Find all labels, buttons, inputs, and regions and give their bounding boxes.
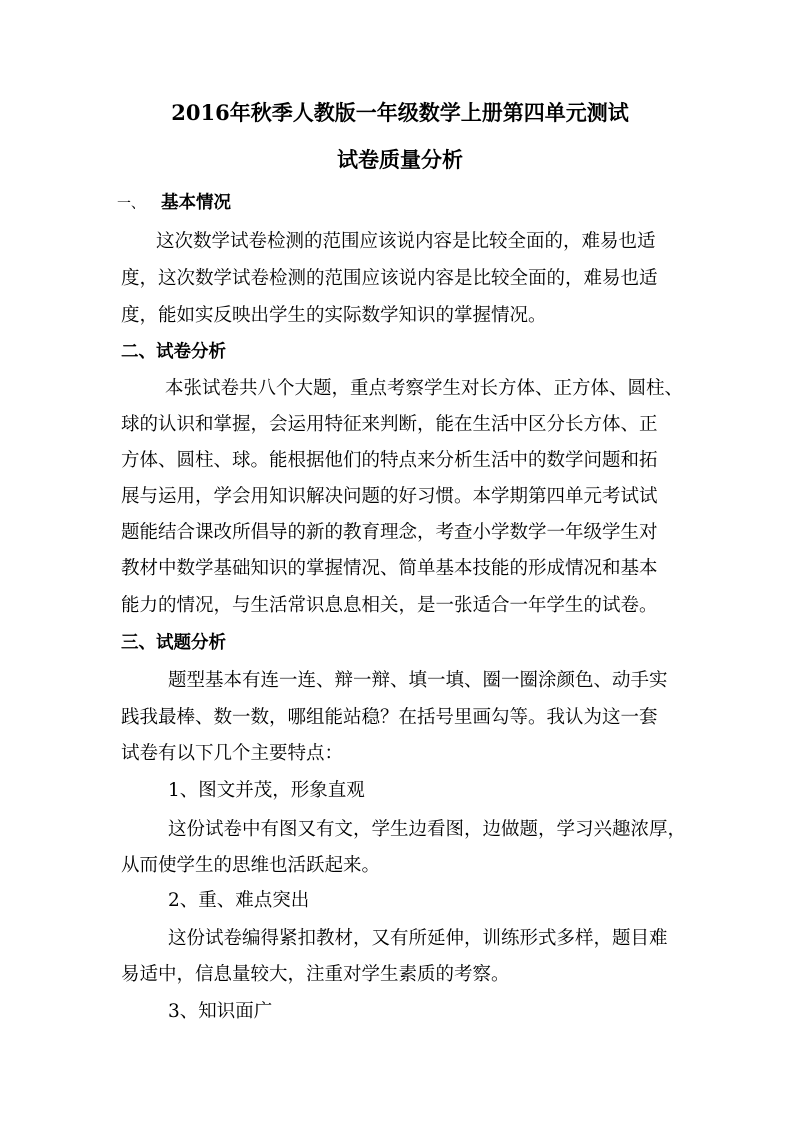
section-1-paragraph-line-2: 度，这次数学试卷检测的范围应该说内容是比较全面的，难易也适 [121, 268, 658, 289]
section-2-paragraph-line-3: 方体、圆柱、球。能根据他们的特点来分析生活中的数学问题和拓 [121, 450, 658, 471]
section-3-intro-line-2: 践我最棒、数一数，哪组能站稳？在括号里画勾等。我认为这一套 [121, 707, 658, 728]
section-3-intro-line-3: 试卷有以下几个主要特点： [121, 743, 344, 764]
section-3-intro-line-1: 题型基本有连一连、辩一辩、填一填、圈一圈涂颜色、动手实 [168, 670, 668, 691]
point-1-line-2: 从而使学生的思维也活跃起来。 [121, 855, 381, 876]
point-2-line-2: 易适中，信息量较大，注重对学生素质的考察。 [121, 964, 510, 985]
section-2-paragraph-line-7: 能力的情况，与生活常识息息相关，是一张适合一年学生的试卷。 [121, 595, 658, 616]
section-2-paragraph-line-4: 展与运用，学会用知识解决问题的好习惯。本学期第四单元考试试 [121, 486, 658, 507]
point-1-line-1: 这份试卷中有图又有文，学生边看图，边做题，学习兴趣浓厚， [168, 819, 687, 840]
section-2-paragraph-line-1: 本张试卷共八个大题，重点考察学生对长方体、正方体、圆柱、 [165, 378, 684, 399]
document-title-line-1: 2016年秋季人教版一年级数学上册第四单元测试 [171, 100, 629, 125]
point-2-line-1: 这份试卷编得紧扣教材，又有所延伸，训练形式多样，题目难 [168, 928, 668, 949]
document-title-line-2: 试卷质量分析 [337, 147, 463, 172]
section-2-paragraph-line-5: 题能结合课改所倡导的新的教育理念，考查小学数学一年级学生对 [121, 522, 658, 543]
section-2-paragraph-line-2: 球的认识和掌握，会运用特征来判断，能在生活中区分长方体、正 [121, 414, 658, 435]
point-2-title: 2、重、难点突出 [168, 890, 310, 911]
section-1-paragraph-line-1: 这次数学试卷检测的范围应该说内容是比较全面的，难易也适 [156, 231, 656, 252]
section-1-heading [117, 191, 231, 216]
section-1-title: 基本情况 [161, 193, 231, 213]
section-2-paragraph-line-6: 教材中数学基础知识的掌握情况、简单基本技能的形成情况和基本 [121, 558, 658, 579]
point-3-title: 3、知识面广 [168, 1001, 273, 1022]
section-2-heading: 二、试卷分析 [121, 342, 226, 362]
section-1-number: 一、 [117, 196, 145, 212]
point-1-title: 1、图文并茂，形象直观 [168, 780, 365, 801]
section-1-paragraph-line-3: 度，能如实反映出学生的实际数学知识的掌握情况。 [121, 305, 547, 326]
section-3-heading: 三、试题分析 [121, 633, 226, 653]
